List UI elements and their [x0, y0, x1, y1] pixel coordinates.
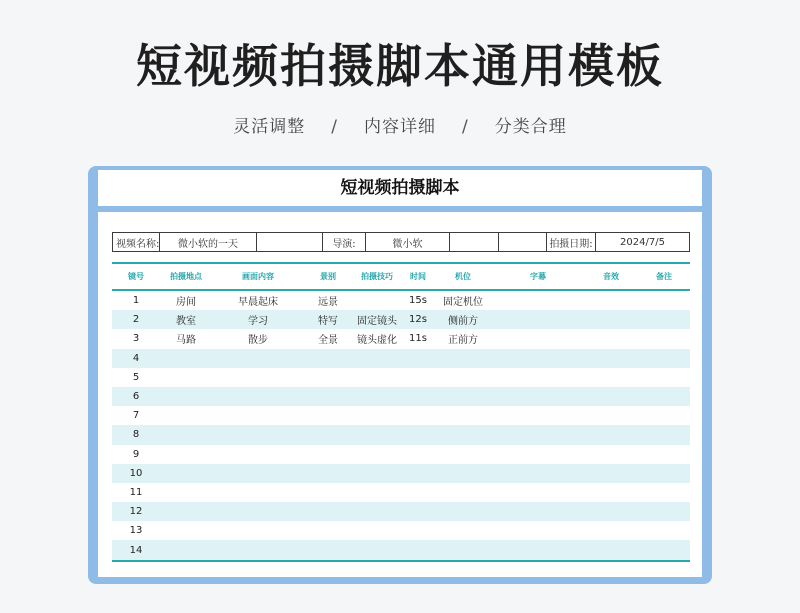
table-cell[interactable]: 镜头虚化: [352, 329, 402, 348]
table-cell[interactable]: [352, 464, 402, 483]
table-row: [112, 540, 690, 560]
table-cell[interactable]: 4: [112, 349, 160, 368]
table-cell[interactable]: [352, 290, 402, 310]
shot-list-table: [112, 262, 690, 562]
table-cell[interactable]: 学习: [212, 310, 304, 329]
table-cell[interactable]: [160, 445, 212, 464]
table-cell[interactable]: [492, 290, 584, 310]
table-cell[interactable]: 2: [112, 310, 160, 329]
column-header: 画面内容: [212, 263, 304, 290]
table-row: [112, 349, 690, 368]
column-header: 机位: [434, 263, 492, 290]
table-cell[interactable]: [212, 425, 304, 444]
table-cell[interactable]: [304, 502, 352, 521]
table-cell[interactable]: 13: [112, 521, 160, 540]
column-header: 备注: [638, 263, 690, 290]
table-cell[interactable]: 正前方: [434, 329, 492, 348]
table-cell[interactable]: [160, 483, 212, 502]
table-cell[interactable]: 远景: [304, 290, 352, 310]
table-cell[interactable]: [352, 502, 402, 521]
table-cell[interactable]: [402, 406, 434, 425]
table-cell[interactable]: [212, 349, 304, 368]
table-cell[interactable]: [304, 349, 352, 368]
sheet-title: 短视频拍摄脚本: [98, 170, 702, 206]
table-cell[interactable]: 12: [112, 502, 160, 521]
table-cell[interactable]: [352, 483, 402, 502]
date-label: 拍摄日期:: [547, 233, 596, 251]
meta-info-row: [112, 232, 690, 252]
table-row: [112, 445, 690, 464]
table-cell[interactable]: [492, 387, 584, 406]
table-cell[interactable]: [638, 502, 690, 521]
table-cell[interactable]: 15s: [402, 290, 434, 310]
table-cell[interactable]: [584, 425, 638, 444]
table-cell[interactable]: [212, 483, 304, 502]
table-cell[interactable]: [160, 425, 212, 444]
table-cell[interactable]: [304, 464, 352, 483]
table-cell[interactable]: [160, 406, 212, 425]
table-cell[interactable]: [584, 540, 638, 560]
table-cell[interactable]: [584, 368, 638, 387]
table-header-row: [112, 263, 690, 290]
meta-empty-cell[interactable]: [450, 233, 499, 251]
table-cell[interactable]: [402, 502, 434, 521]
table-cell[interactable]: [434, 387, 492, 406]
table-cell[interactable]: [402, 425, 434, 444]
table-row: [112, 502, 690, 521]
table-cell[interactable]: 固定机位: [434, 290, 492, 310]
table-cell[interactable]: [638, 310, 690, 329]
column-header: 音效: [584, 263, 638, 290]
table-row: [112, 521, 690, 540]
table-cell[interactable]: [584, 521, 638, 540]
table-row: [112, 368, 690, 387]
director-label: 导演:: [323, 233, 366, 251]
table-cell[interactable]: [434, 445, 492, 464]
table-cell[interactable]: [212, 464, 304, 483]
table-cell[interactable]: [434, 464, 492, 483]
table-cell[interactable]: 6: [112, 387, 160, 406]
video-name-value[interactable]: 微小软的一天: [160, 233, 257, 251]
table-cell[interactable]: [304, 368, 352, 387]
table-cell[interactable]: [160, 368, 212, 387]
table-cell[interactable]: [584, 290, 638, 310]
table-cell[interactable]: 11s: [402, 329, 434, 348]
column-header: 时间: [402, 263, 434, 290]
table-cell[interactable]: [584, 502, 638, 521]
table-cell[interactable]: [492, 540, 584, 560]
table-cell[interactable]: [352, 445, 402, 464]
table-cell[interactable]: [304, 540, 352, 560]
table-cell[interactable]: [212, 540, 304, 560]
table-cell[interactable]: [352, 368, 402, 387]
table-row: [112, 464, 690, 483]
table-cell[interactable]: [492, 349, 584, 368]
table-cell[interactable]: [492, 310, 584, 329]
table-cell[interactable]: [434, 502, 492, 521]
table-cell[interactable]: [584, 310, 638, 329]
table-cell[interactable]: 12s: [402, 310, 434, 329]
table-row: [112, 406, 690, 425]
table-cell[interactable]: 8: [112, 425, 160, 444]
table-cell[interactable]: [304, 406, 352, 425]
table-cell[interactable]: [492, 329, 584, 348]
table-cell[interactable]: [212, 445, 304, 464]
table-cell[interactable]: [638, 368, 690, 387]
table-cell[interactable]: [160, 349, 212, 368]
table-cell[interactable]: [584, 387, 638, 406]
table-row: [112, 483, 690, 502]
table-cell[interactable]: [434, 483, 492, 502]
table-cell[interactable]: [584, 483, 638, 502]
table-cell[interactable]: [352, 406, 402, 425]
table-cell[interactable]: [638, 290, 690, 310]
table-cell[interactable]: 侧前方: [434, 310, 492, 329]
table-cell[interactable]: [434, 521, 492, 540]
subtitle-item: 分类合理: [494, 117, 567, 137]
table-cell[interactable]: [584, 464, 638, 483]
table-cell[interactable]: 早晨起床: [212, 290, 304, 310]
table-cell[interactable]: [584, 445, 638, 464]
table-cell[interactable]: [160, 521, 212, 540]
table-cell[interactable]: 5: [112, 368, 160, 387]
table-cell[interactable]: [402, 540, 434, 560]
table-cell[interactable]: [212, 368, 304, 387]
table-cell[interactable]: 9: [112, 445, 160, 464]
table-cell[interactable]: 7: [112, 406, 160, 425]
table-cell[interactable]: [352, 425, 402, 444]
table-cell[interactable]: [304, 483, 352, 502]
table-cell[interactable]: [352, 540, 402, 560]
subtitle-item: 灵活调整: [233, 117, 306, 137]
table-cell[interactable]: [584, 406, 638, 425]
column-header: 字幕: [492, 263, 584, 290]
table-cell[interactable]: [638, 387, 690, 406]
table-cell[interactable]: [638, 521, 690, 540]
table-cell[interactable]: 固定镜头: [352, 310, 402, 329]
table-cell[interactable]: 1: [112, 290, 160, 310]
table-cell[interactable]: [492, 425, 584, 444]
table-cell[interactable]: 马路: [160, 329, 212, 348]
table-cell[interactable]: [638, 483, 690, 502]
table-cell[interactable]: [638, 425, 690, 444]
meta-empty-cell[interactable]: [499, 233, 547, 251]
table-cell[interactable]: [304, 425, 352, 444]
table-cell[interactable]: [492, 368, 584, 387]
page-subtitle: [0, 112, 800, 137]
table-cell[interactable]: [638, 329, 690, 348]
table-row: [112, 387, 690, 406]
table-cell[interactable]: [492, 464, 584, 483]
table-cell[interactable]: [492, 445, 584, 464]
table-cell[interactable]: 房间: [160, 290, 212, 310]
date-value[interactable]: 2024/7/5: [620, 236, 665, 248]
template-frame: [88, 166, 712, 584]
table-cell[interactable]: [304, 521, 352, 540]
table-cell[interactable]: [212, 502, 304, 521]
table-cell[interactable]: [434, 425, 492, 444]
table-cell[interactable]: [638, 349, 690, 368]
table-cell[interactable]: 10: [112, 464, 160, 483]
table-row: [112, 310, 690, 329]
table-cell[interactable]: 特写: [304, 310, 352, 329]
column-header: 拍摄地点: [160, 263, 212, 290]
table-cell[interactable]: 14: [112, 540, 160, 560]
table-cell[interactable]: [492, 502, 584, 521]
table-row: [112, 290, 690, 310]
table-cell[interactable]: [402, 464, 434, 483]
table-cell[interactable]: 全景: [304, 329, 352, 348]
table-cell[interactable]: 散步: [212, 329, 304, 348]
table-cell[interactable]: [402, 368, 434, 387]
table-cell[interactable]: [212, 387, 304, 406]
video-name-label: 视频名称:: [113, 233, 160, 251]
table-row: [112, 425, 690, 444]
table-cell[interactable]: [492, 406, 584, 425]
table-cell[interactable]: [638, 445, 690, 464]
subtitle-item: 内容详细: [364, 117, 436, 137]
table-cell[interactable]: [352, 349, 402, 368]
column-header: 景别: [304, 263, 352, 290]
page-title: 短视频拍摄脚本通用模板: [136, 39, 664, 93]
table-cell[interactable]: [584, 329, 638, 348]
table-cell[interactable]: [434, 349, 492, 368]
spreadsheet: [98, 212, 702, 577]
subtitle-separator: /: [462, 117, 469, 137]
table-cell[interactable]: [492, 521, 584, 540]
table-cell[interactable]: [212, 521, 304, 540]
subtitle-separator: /: [331, 117, 338, 137]
table-cell[interactable]: [584, 349, 638, 368]
table-cell[interactable]: [160, 464, 212, 483]
table-cell[interactable]: [402, 521, 434, 540]
table-cell[interactable]: [434, 406, 492, 425]
table-cell[interactable]: [638, 464, 690, 483]
table-cell[interactable]: [352, 387, 402, 406]
table-cell[interactable]: [160, 502, 212, 521]
table-cell[interactable]: [638, 406, 690, 425]
table-cell[interactable]: [304, 445, 352, 464]
column-header: 拍摄技巧: [352, 263, 402, 290]
table-cell[interactable]: [352, 521, 402, 540]
meta-empty-cell[interactable]: [257, 233, 323, 251]
table-cell[interactable]: [402, 445, 434, 464]
table-cell[interactable]: [160, 540, 212, 560]
column-header: 镜号: [112, 263, 160, 290]
table-cell[interactable]: 3: [112, 329, 160, 348]
table-cell[interactable]: 教室: [160, 310, 212, 329]
table-cell[interactable]: [434, 540, 492, 560]
table-cell[interactable]: [402, 387, 434, 406]
table-cell[interactable]: [492, 483, 584, 502]
table-cell[interactable]: 11: [112, 483, 160, 502]
table-cell[interactable]: [212, 406, 304, 425]
table-row: [112, 329, 690, 348]
table-cell[interactable]: [160, 387, 212, 406]
table-cell[interactable]: [402, 349, 434, 368]
table-cell[interactable]: [434, 368, 492, 387]
table-cell[interactable]: [402, 483, 434, 502]
table-cell[interactable]: [638, 540, 690, 560]
director-value[interactable]: 微小软: [366, 233, 450, 251]
table-cell[interactable]: [304, 387, 352, 406]
